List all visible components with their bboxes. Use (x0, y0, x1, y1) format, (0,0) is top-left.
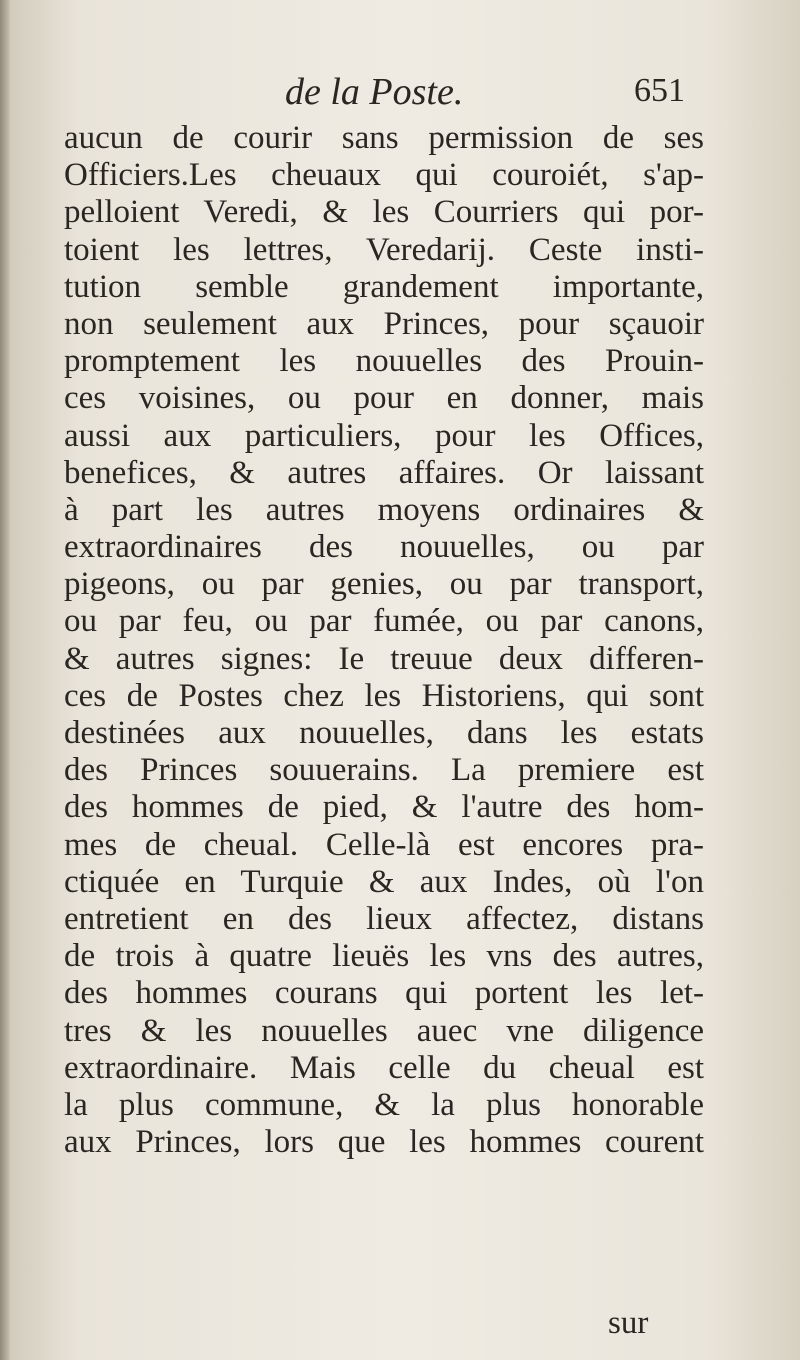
text-line: ctiquée en Turquie & aux Indes, où l'on (64, 863, 704, 900)
catchword: sur (608, 1305, 649, 1341)
text-line: toient les lettres, Veredarij. Ceste insti- (64, 231, 704, 268)
text-line: de trois à quatre lieuës les vns des autres, (64, 938, 704, 975)
text-line: extraordinaire. Mais celle du cheual est (64, 1049, 704, 1086)
running-head: de la Poste. (285, 71, 464, 113)
text-line: ces de Postes chez les Historiens, qui sont (64, 677, 704, 714)
text-line: des hommes de pied, & l'autre des hom- (64, 789, 704, 826)
page-number: 651 (634, 72, 685, 109)
text-line: non seulement aux Princes, pour sçauoir (64, 305, 704, 342)
text-line: aux Princes, lors que les hommes courent (64, 1124, 704, 1161)
text-line: des hommes courans qui portent les let- (64, 975, 704, 1012)
text-line: benefices, & autres affaires. Or laissant (64, 454, 704, 491)
text-line: à part les autres moyens ordinaires & (64, 491, 704, 528)
page-gutter (0, 0, 10, 1360)
text-line: la plus commune, & la plus honorable (64, 1086, 704, 1123)
text-line: tres & les nouuelles auec vne diligence (64, 1012, 704, 1049)
text-line: des Princes souuerains. La premiere est (64, 752, 704, 789)
text-line: & autres signes: Ie treuue deux differen- (64, 640, 704, 677)
text-line: aussi aux particuliers, pour les Offices, (64, 417, 704, 454)
text-line: pigeons, ou par genies, ou par transport, (64, 566, 704, 603)
text-line: Officiers.Les cheuaux qui couroiét, s'ap- (64, 157, 704, 194)
text-line: destinées aux nouuelles, dans les estats (64, 715, 704, 751)
text-line: entretient en des lieux affectez, distans (64, 900, 704, 937)
text-line: mes de cheual. Celle-là est encores pra- (64, 826, 704, 863)
text-line: promptement les nouuelles des Prouin- (64, 343, 704, 380)
text-line: extraordinaires des nouuelles, ou par (64, 529, 704, 566)
text-line: ces voisines, ou pour en donner, mais (64, 380, 704, 417)
text-line: ou par feu, ou par fumée, ou par canons, (64, 603, 704, 640)
text-line: aucun de courir sans permission de ses (64, 120, 704, 156)
body-text (64, 120, 704, 1161)
text-line: tution semble grandement importante, (64, 268, 704, 305)
text-line: pelloient Veredi, & les Courriers qui por- (64, 194, 704, 231)
